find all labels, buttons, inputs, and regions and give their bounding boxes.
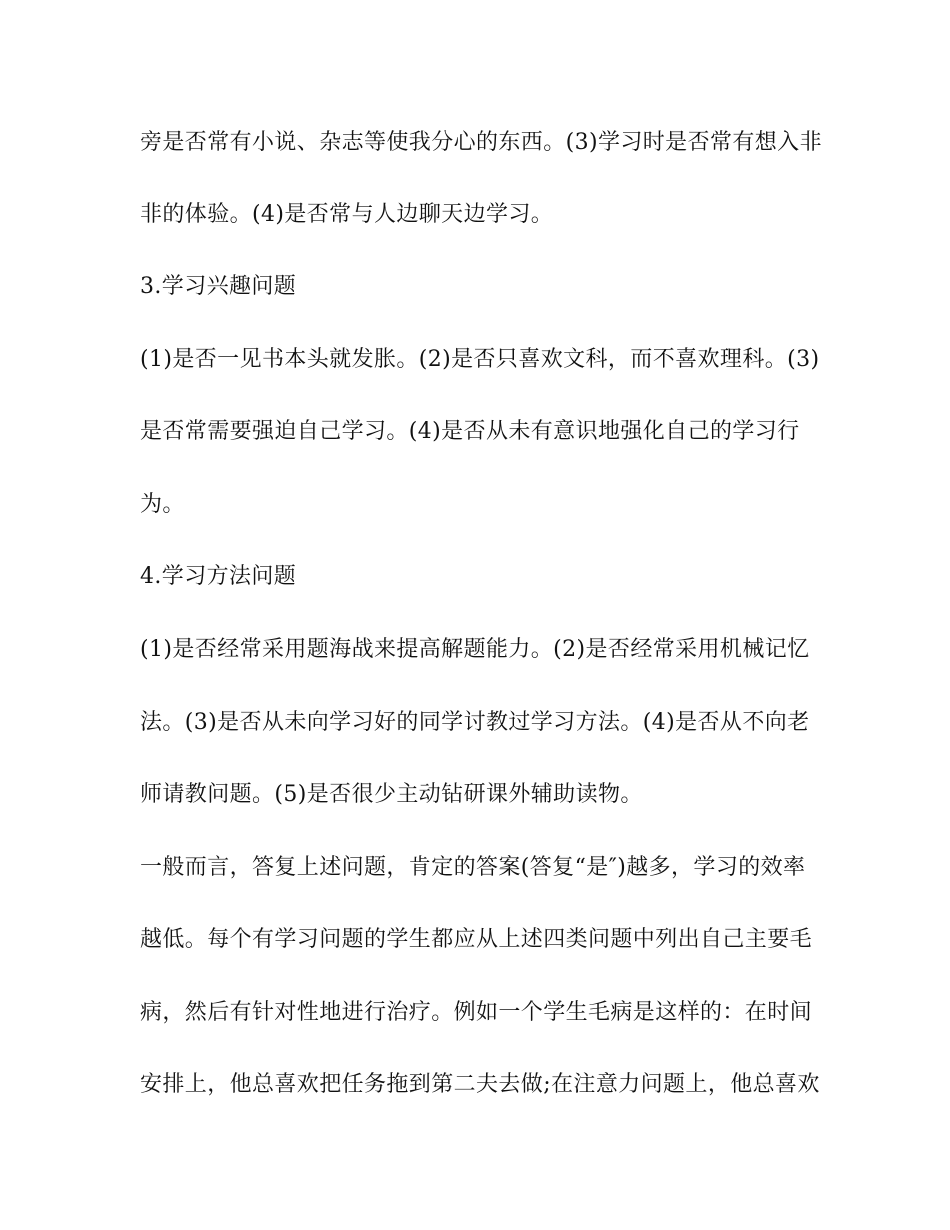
- text-line: 师请教问题。(5)是否很少主动钻研课外辅助读物。: [140, 782, 643, 807]
- text-line: 病，然后有针对性地进行治疗。例如一个学生毛病是这样的：在时间: [140, 1000, 813, 1025]
- text-line: 为。: [140, 492, 185, 517]
- section-heading: 4.学习方法问题: [140, 564, 297, 589]
- text-line: 一般而言，答复上述问题，肯定的答案(答复“是″)越多，学习的效率: [140, 855, 806, 880]
- text-line: 是否常需要强迫自己学习。(4)是否从未有意识地强化自己的学习行: [140, 419, 800, 444]
- text-line: (1)是否一见书本头就发胀。(2)是否只喜欢文科，而不喜欢理科。(3): [140, 347, 820, 372]
- text-line: 安排上，他总喜欢把任务拖到第二夫去做;在注意力问题上，他总喜欢: [140, 1072, 820, 1097]
- text-line: (1)是否经常采用题海战来提高解题能力。(2)是否经常采用机械记忆: [140, 637, 810, 662]
- text-line: 越低。每个有学习问题的学生都应从上述四类问题中列出自己主要毛: [140, 927, 813, 952]
- text-line: 旁是否常有小说、杂志等使我分心的东西。(3)学习时是否常有想入非: [140, 130, 822, 155]
- text-line: 法。(3)是否从未向学习好的同学讨教过学习方法。(4)是否从不向老: [140, 710, 810, 735]
- section-heading: 3.学习兴趣问题: [140, 274, 297, 299]
- text-line: 非的体验。(4)是否常与人边聊天边学习。: [140, 202, 554, 227]
